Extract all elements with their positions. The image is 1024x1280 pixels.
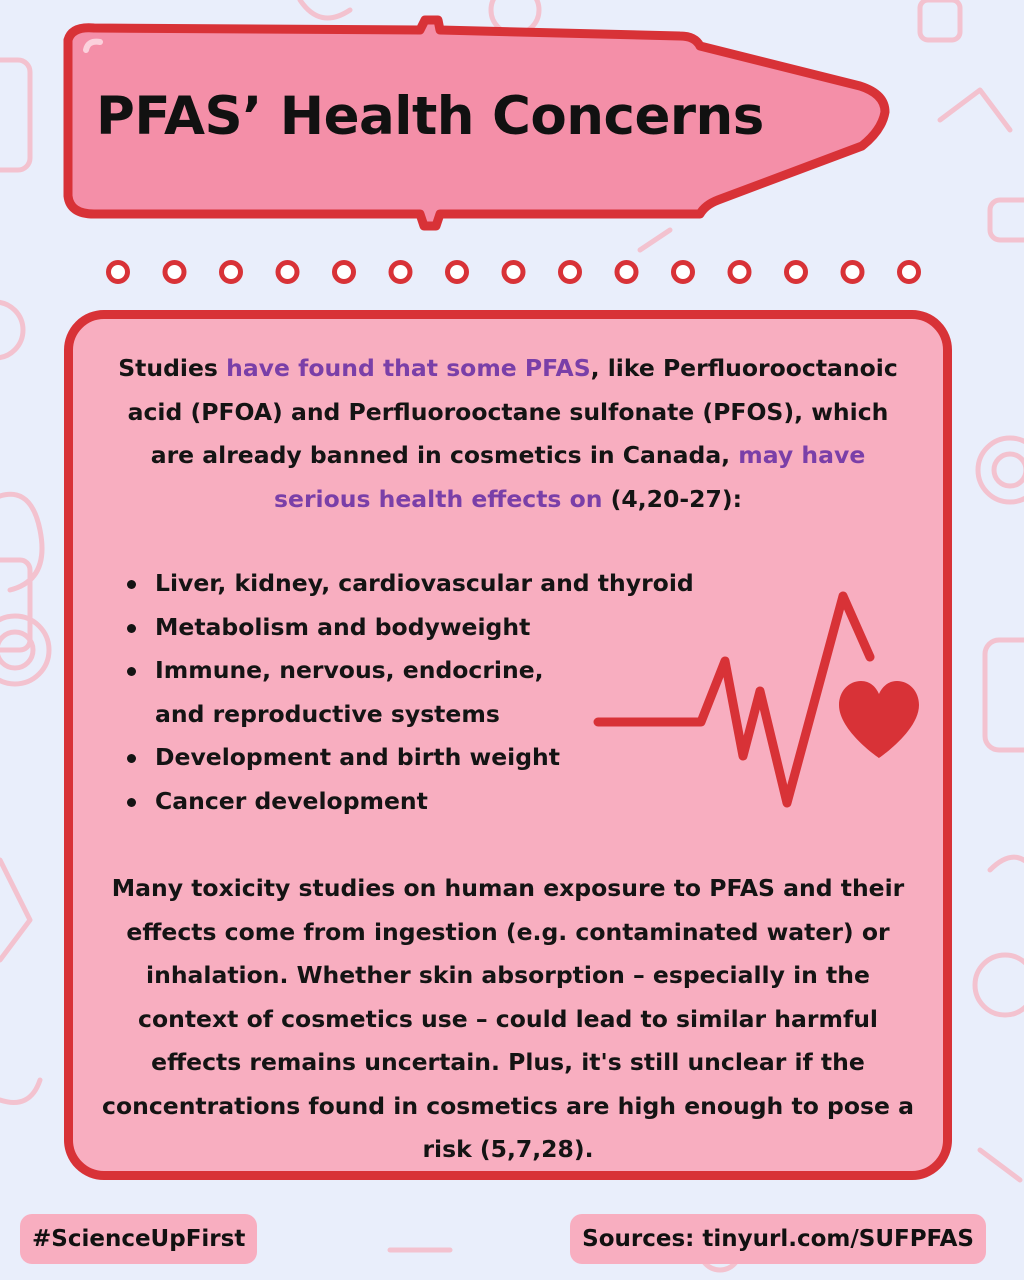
intro-highlight-1: have found that some PFAS: [226, 354, 591, 382]
divider-ring: [391, 263, 410, 282]
outro-paragraph: Many toxicity studies on human exposure to PFAS and their effects come from ingestion (e.g. contaminated water) or inhalation. Whether skin absorption – especially in the context of cosmetics use – could lead to similar harmful effects remains uncertain. Plus, it's still unclear if the concentrations found in cosmetics are high enough to pose a risk (5,7,28).: [102, 874, 914, 1163]
divider-ring: [278, 263, 297, 282]
divider-ring: [561, 263, 580, 282]
intro-text-3: (4,20-27):: [602, 484, 742, 513]
divider-ring: [787, 263, 806, 282]
heart-icon: [839, 681, 919, 758]
divider-ring: [222, 263, 241, 282]
hashtag-badge: #ScienceUpFirst: [20, 1214, 257, 1264]
list-item: Metabolism and bodyweight: [115, 606, 735, 650]
divider-ring: [730, 263, 749, 282]
intro-paragraph: [103, 347, 913, 521]
divider-ring: [843, 263, 862, 282]
divider-ring: [335, 263, 354, 282]
list-item: Cancer development: [115, 780, 735, 824]
divider-ring: [448, 263, 467, 282]
intro-text-1: Studies: [118, 354, 227, 382]
info-card: [64, 310, 952, 1180]
dot-divider: [0, 250, 1024, 294]
divider-ring: [900, 263, 919, 282]
page-title: PFAS’ Health Concerns: [96, 86, 764, 147]
list-item: Liver, kidney, cardiovascular and thyroid: [115, 562, 735, 606]
divider-ring: [109, 263, 128, 282]
heartbeat-icon: [593, 581, 923, 821]
intro-text-2: , like Perfluorooctanoic acid (PFOA) and Perfluorooctane sulfonate (PFOS), which are already banned in cosmetics in Canada,: [127, 354, 898, 469]
divider-ring: [165, 263, 184, 282]
divider-ring: [674, 263, 693, 282]
divider-ring: [504, 263, 523, 282]
list-item: Immune, nervous, endocrine, and reproductive systems: [115, 649, 575, 736]
list-item: Development and birth weight: [115, 736, 735, 780]
sources-link[interactable]: Sources: tinyurl.com/SUFPFAS: [570, 1214, 986, 1264]
divider-ring: [617, 263, 636, 282]
intro-highlight-2: may have serious health effects on: [274, 441, 866, 513]
